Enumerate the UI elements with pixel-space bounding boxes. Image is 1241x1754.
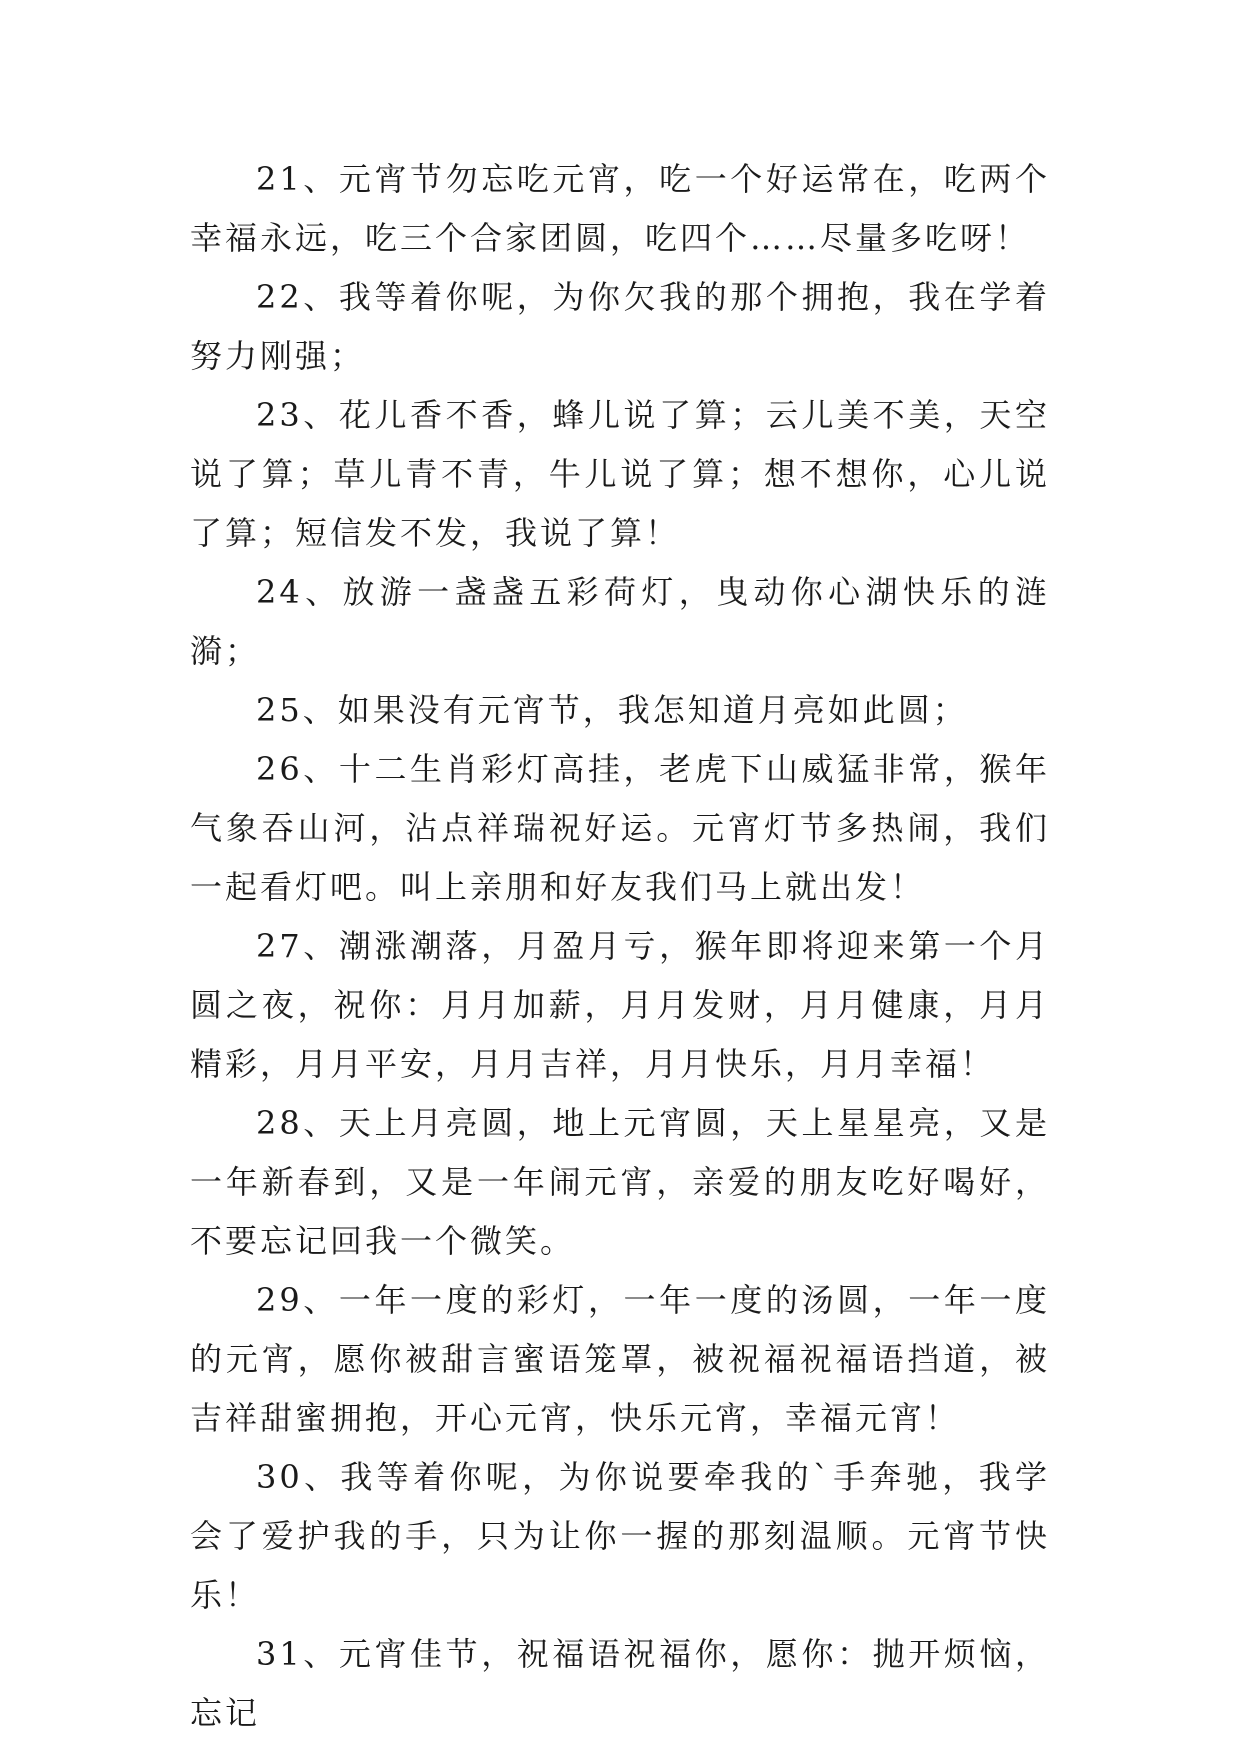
paragraph-31: 31、元宵佳节，祝福语祝福你，愿你：抛开烦恼，忘记 xyxy=(190,1635,1050,1732)
paragraph-22: 22、我等着你呢，为你欠我的那个拥抱，我在学着努力刚强； xyxy=(190,278,1050,375)
paragraph-30: 30、我等着你呢，为你说要牵我的`手奔驰，我学会了爱护我的手，只为让你一握的那刻温顺。元宵节快乐！ xyxy=(190,1458,1050,1614)
paragraph-23: 23、花儿香不香，蜂儿说了算；云儿美不美，天空说了算；草儿青不青，牛儿说了算；想不想你，心儿说了算；短信发不发，我说了算！ xyxy=(190,396,1050,552)
paragraph-29: 29、一年一度的彩灯，一年一度的汤圆，一年一度的元宵，愿你被甜言蜜语笼罩，被祝福祝福语挡道，被吉祥甜蜜拥抱，开心元宵，快乐元宵，幸福元宵！ xyxy=(190,1281,1050,1437)
paragraph-26: 26、十二生肖彩灯高挂，老虎下山威猛非常，猴年气象吞山河，沾点祥瑞祝好运。元宵灯节多热闹，我们一起看灯吧。叫上亲朋和好友我们马上就出发！ xyxy=(190,750,1050,906)
paragraph-21: 21、元宵节勿忘吃元宵，吃一个好运常在，吃两个幸福永远，吃三个合家团圆，吃四个……尽量多吃呀！ xyxy=(190,160,1050,257)
paragraph-25: 25、如果没有元宵节，我怎知道月亮如此圆； xyxy=(256,691,968,729)
paragraph-24: 24、放游一盏盏五彩荷灯，曳动你心湖快乐的涟漪； xyxy=(190,573,1050,670)
paragraph-27: 27、潮涨潮落，月盈月亏，猴年即将迎来第一个月圆之夜，祝你：月月加薪，月月发财，月月健康，月月精彩，月月平安，月月吉祥，月月快乐，月月幸福！ xyxy=(190,927,1050,1083)
paragraph-28: 28、天上月亮圆，地上元宵圆，天上星星亮，又是一年新春到，又是一年闹元宵，亲爱的朋友吃好喝好，不要忘记回我一个微笑。 xyxy=(190,1104,1050,1260)
document-body xyxy=(190,150,1050,1743)
